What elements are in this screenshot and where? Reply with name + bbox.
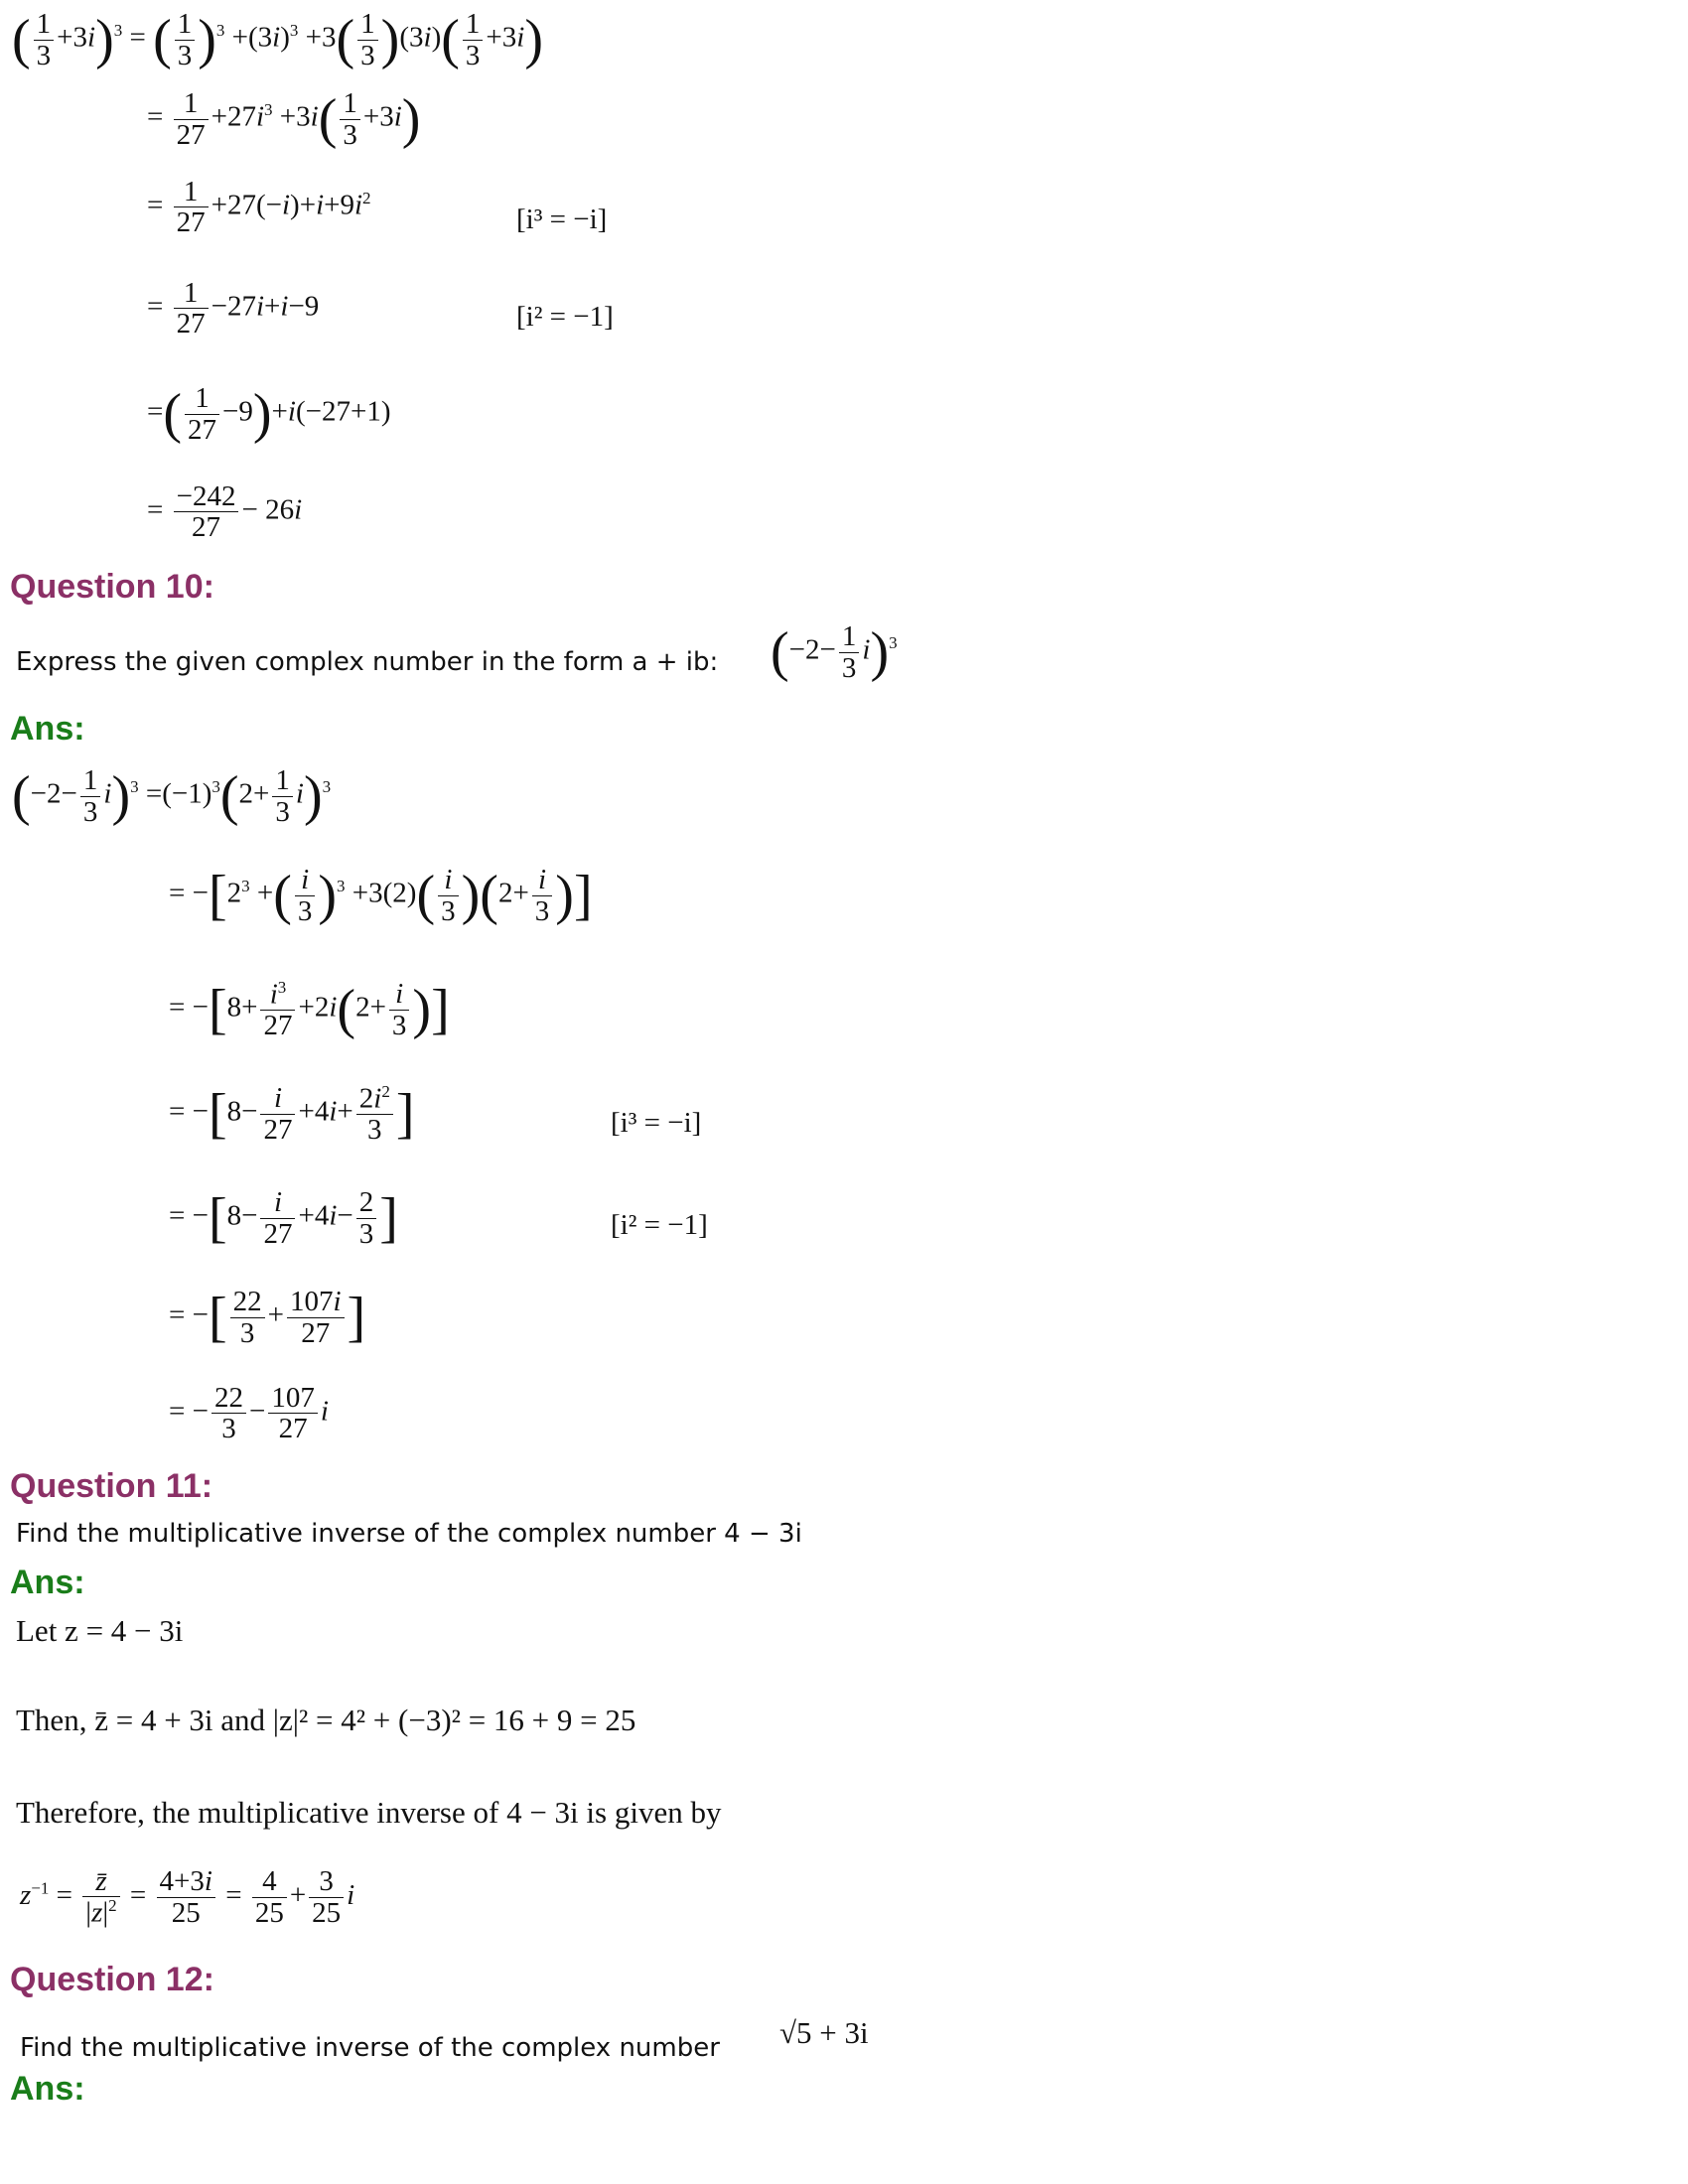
question-12-heading: Question 12: [10, 1961, 214, 1998]
q11-prompt: Find the multiplicative inverse of the complex number 4 − 3i [16, 1519, 802, 1549]
q9-line-6: = $\frac{-242}{27}$ − 26i [147, 480, 303, 544]
q10-ans-label: Ans: [10, 710, 85, 748]
q12-prompt: Find the multiplicative inverse of the complex number [20, 2033, 720, 2063]
question-11-heading: Question 11: [10, 1467, 213, 1505]
q11-line-3: Therefore, the multiplicative inverse of 4 − 3i is given by [16, 1795, 722, 1830]
q10-prompt-text: Express the given complex number in the form a + ib: [16, 647, 719, 677]
q10-line-2: = $-[2^3$ +( $\frac{i}{3}$ )$^3$ +3(2)( $\frac{i}{3}$ )(2+ $\frac{i}{3}$ )] [169, 864, 593, 927]
q12-prompt-expr: √5 + 3i [779, 2015, 869, 2050]
question-10-heading: Question 10: [10, 568, 214, 606]
q10-prompt [16, 647, 718, 677]
q11-line-2: Then, z̄ = 4 + 3i and |z|² = 4² + (−3)² = 16 + 9 = 25 [16, 1703, 636, 1737]
q10-prompt-expr: (−2− $\frac{1}{3}$ i)$^3$ [771, 620, 898, 684]
q10-line-5: = −[8− $\frac{i}{27}$ +4i− $\frac{2}{3}$ ] [169, 1186, 398, 1250]
q10-line-3: = −[8+ $\frac{i^3}{27}$ +2i(2+ $\frac{i}{3}$ )] [169, 977, 450, 1041]
q10-line-7: = − $\frac{22}{3}$ − $\frac{107}{27}$ i [169, 1382, 329, 1445]
q12-ans-label: Ans: [10, 2070, 85, 2108]
q10-note-i3: [i³ = −i] [611, 1107, 702, 1139]
q9-note-i3: [i³ = −i] [516, 204, 608, 235]
q9-note-i2: [i² = −1] [516, 301, 614, 333]
q9-line-2: = $\frac{1}{27}$ $+27i^3 +3i$( $\frac{1}{3}$ +3i) [147, 87, 421, 151]
q9-line-5: =( $\frac{1}{27}$ −9)+i(−27+1) [147, 382, 391, 446]
q10-note-i2: [i² = −1] [611, 1209, 708, 1241]
q9-line-4: = $\frac{1}{27}$ −27i+i−9 [147, 277, 320, 341]
q10-line-4: = −[8− $\frac{i}{27}$ +4i+ $\frac{2i^2}{3}$ ] [169, 1081, 415, 1146]
q9-line-3: = $\frac{1}{27}$ $+27(-i)+i+9i^2$ [147, 176, 371, 239]
q10-line-1: (−2− $\frac{1}{3}$ $i)^3 =(-1)^3(2+$ $\frac{1}{3}$ i)$^3$ [12, 764, 332, 828]
q11-line-1: Let z = 4 − 3i [16, 1613, 184, 1648]
q11-ans-label: Ans: [10, 1564, 85, 1601]
q10-line-6: = −[ $\frac{22}{3}$ + $\frac{107i}{27}$ ] [169, 1286, 366, 1349]
q11-line-4: $z^{-1}$ = $\frac{z̄}{|z|^2}$ = $\frac{4+3i}{25}$ = $\frac{4}{25}$ + $\frac{3}{25}$ i [20, 1865, 355, 1930]
q9-line-1: ( $\frac{1}{3}$ +3i)$^3$ = ( $\frac{1}{3}$ )$^3 +(3i)^3 +3$( $\frac{1}{3}$ )(3i)( $\frac{1}{3}$ +3i) [12, 8, 543, 71]
